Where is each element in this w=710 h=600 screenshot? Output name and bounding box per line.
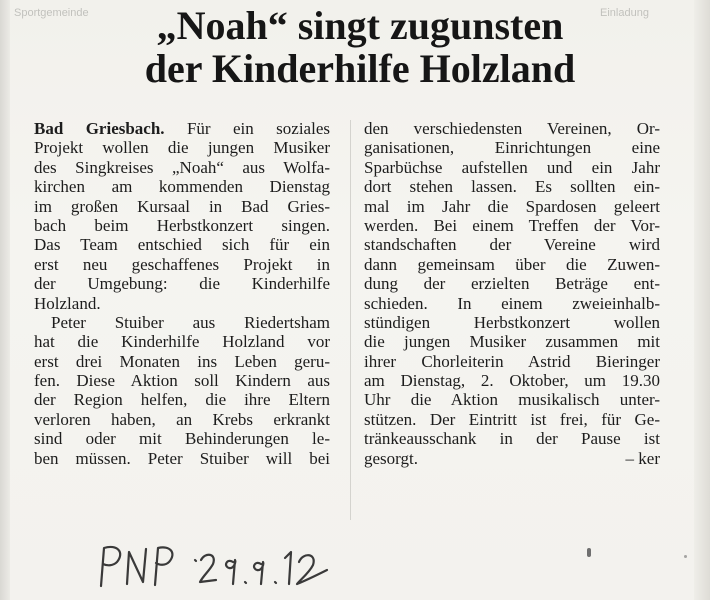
text-line: erst neu geschaffenes Projekt in xyxy=(34,254,330,274)
handwritten-date-note xyxy=(95,540,355,592)
text-line: Projekt wollen die jungen Musiker xyxy=(34,138,330,158)
text-line: Uhr die Aktion musikalisch unter- xyxy=(364,390,660,410)
text-line: Peter Stuiber aus Riedertsham xyxy=(51,312,330,332)
bleed-through-text-right: Einladung xyxy=(600,7,649,19)
text-line: ihrer Chorleiterin Astrid Bieringer xyxy=(364,351,660,371)
scan-speck xyxy=(587,548,591,557)
text-line: stützen. Der Eintritt ist frei, für Ge- xyxy=(364,409,660,429)
scan-edge-left xyxy=(0,0,10,600)
text-line: den verschiedensten Vereinen, Or- xyxy=(364,119,660,138)
headline-line-2: der Kinderhilfe Holzland xyxy=(144,46,576,91)
text-line: im großen Kursaal in Bad Gries- xyxy=(34,196,330,216)
column-divider xyxy=(350,120,351,520)
text-line: hat die Kinderhilfe Holzland vor xyxy=(34,332,330,352)
text-line: standschaften der Vereine wird xyxy=(364,235,660,255)
bleed-through-text-left: Sportgemeinde xyxy=(14,7,89,19)
text-line: dann gemeinsam über die Zuwen- xyxy=(364,254,660,274)
headline-line-1: „Noah“ singt zugunsten xyxy=(156,3,564,48)
scan-edge-right xyxy=(694,0,710,600)
text-line xyxy=(34,119,330,138)
text-line: verloren haben, an Krebs erkrankt xyxy=(34,409,330,429)
text-line: stündigen Herbstkonzert wollen xyxy=(364,312,660,332)
text-line: sind oder mit Behinderungen le- xyxy=(34,429,330,449)
text-line: Das Team entschied sich für ein xyxy=(34,235,330,255)
text-line: der Region helfen, die ihre Eltern xyxy=(34,390,330,410)
text-line: der Umgebung: die Kinderhilfe xyxy=(34,274,330,294)
text-line: schieden. In einem zweieinhalb- xyxy=(364,293,660,313)
text-line: Holzland. xyxy=(34,293,101,313)
scan-speck xyxy=(684,555,687,558)
text-line: ben müssen. Peter Stuiber will bei xyxy=(34,448,330,468)
dateline: Bad Griesbach. xyxy=(34,119,165,138)
text-line: kirchen am kommenden Dienstag xyxy=(34,177,330,197)
text-line: bach beim Herbstkonzert singen. xyxy=(34,215,330,235)
article-headline xyxy=(60,4,660,90)
text-line: mal im Jahr die Spardosen geleert xyxy=(364,196,660,216)
text-line: ganisationen, Einrichtungen eine xyxy=(364,138,660,158)
text-line: Sparbüchse aufstellen und ein Jahr xyxy=(364,157,660,177)
text-line: die jungen Musiker zusammen mit xyxy=(364,332,660,352)
article-column-right xyxy=(364,119,660,468)
text-line: tränkeausschank in der Pause ist xyxy=(364,429,660,449)
text-line: erst drei Monaten ins Leben geru- xyxy=(34,351,330,371)
text-line: des Singkreises „Noah“ aus Wolfa- xyxy=(34,157,330,177)
text-line: am Dienstag, 2. Oktober, um 19.30 xyxy=(364,371,660,391)
last-text-line: gesorgt. xyxy=(364,448,418,468)
closing-line xyxy=(364,449,660,468)
author-signoff: – ker xyxy=(625,448,660,468)
text-line: werden. Bei einem Treffen der Vor- xyxy=(364,215,660,235)
text-line-fragment: Für ein soziales xyxy=(164,119,330,138)
article-column-left xyxy=(34,119,330,468)
text-line: dort stehen lassen. Es sollten ein- xyxy=(364,177,660,197)
text-line: fen. Diese Aktion soll Kindern aus xyxy=(34,371,330,391)
text-line: dung der erzielten Beträge ent- xyxy=(364,274,660,294)
